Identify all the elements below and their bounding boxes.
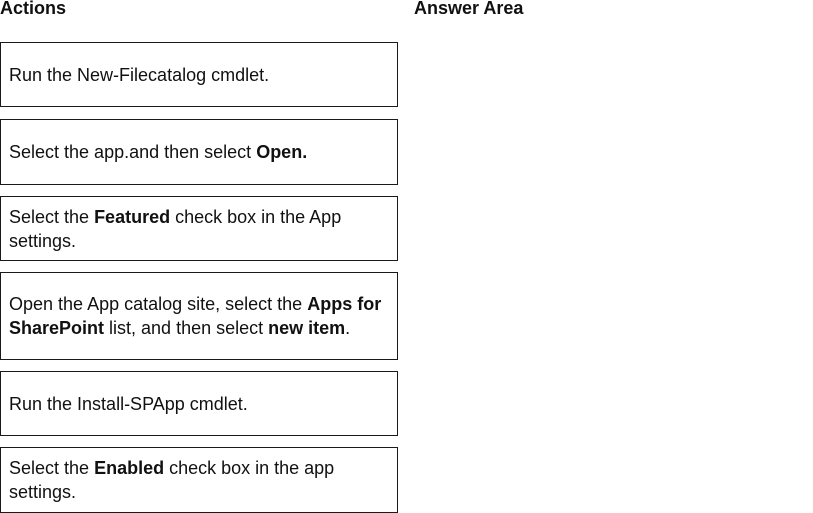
action-item-plain-text: Select the [9,206,95,227]
action-item-text [9,292,391,340]
action-item-open-app-catalog[interactable] [0,272,398,360]
action-item-plain-text: Select the app.and then select [9,142,257,162]
action-item-bold-text: Enabled [94,458,165,478]
action-item-plain-text: check box in the app settings. [9,458,335,502]
action-item-text [9,392,248,416]
action-item-bold-text: Open. [256,142,308,162]
action-item-text [9,140,307,164]
action-item-select-app-open[interactable] [0,119,398,185]
action-item-select-featured[interactable] [0,196,398,261]
action-item-text [9,456,391,504]
action-item-plain-text: Open the App catalog site, select the [9,294,308,314]
actions-heading: Actions [0,0,67,18]
action-item-bold-text: Featured [94,206,171,227]
action-item-plain-text: Run the New-Filecatalog cmdlet. [9,64,270,85]
action-item-text [9,205,391,253]
action-item-run-install-spapp[interactable] [0,371,398,436]
action-item-bold-text: Apps for SharePoint [9,294,382,338]
action-item-text [9,63,269,87]
answer-area-drop-zone[interactable] [414,26,804,506]
action-item-plain-text: Select the [9,458,95,478]
action-item-select-enabled[interactable] [0,447,398,513]
action-item-plain-text: list, and then select [104,318,269,338]
action-item-bold-text: new item [268,318,346,338]
action-item-plain-text: . [345,318,351,338]
action-item-run-new-filecatalog[interactable] [0,42,398,107]
action-item-plain-text: Run the Install-SPApp cmdlet. [9,393,248,414]
action-item-plain-text: check box in the App settings. [9,206,342,251]
answer-area-heading: Answer Area [414,0,524,18]
